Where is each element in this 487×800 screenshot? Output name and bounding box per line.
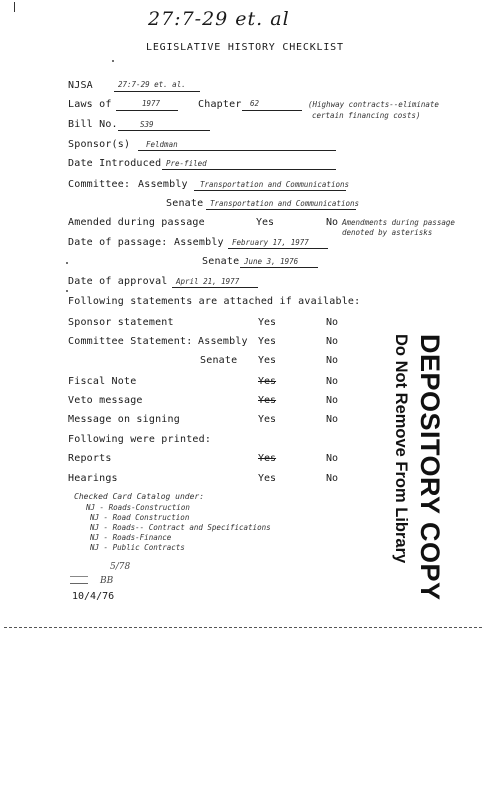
header-handwritten-citation: 27:7-29 et. al bbox=[148, 8, 290, 30]
depository-stamp-sub: Do Not Remove From Library bbox=[392, 334, 410, 564]
sponsor-label: Sponsor(s) bbox=[68, 139, 131, 150]
date-introduced-value: Pre-filed bbox=[166, 159, 207, 168]
statement-label: Fiscal Note bbox=[68, 376, 137, 387]
chapter-label: Chapter bbox=[198, 99, 242, 110]
bill-underline bbox=[118, 130, 210, 131]
laws-label: Laws of bbox=[68, 99, 112, 110]
statement-no: No bbox=[326, 395, 339, 406]
printed-label: Hearings bbox=[68, 473, 118, 484]
statement-yes: Yes bbox=[258, 414, 277, 425]
printed-no: No bbox=[326, 473, 339, 484]
date-introduced-underline bbox=[162, 169, 336, 170]
committee-assembly-label: Assembly bbox=[138, 179, 188, 190]
njsa-label: NJSA bbox=[68, 80, 93, 91]
sponsor-value: Feldman bbox=[146, 140, 178, 149]
approval-underline bbox=[172, 287, 258, 288]
njsa-underline bbox=[114, 91, 200, 92]
mark-dot bbox=[66, 290, 68, 292]
statement-yes: Yes bbox=[258, 355, 277, 366]
amended-note-line2: denoted by asterisks bbox=[342, 228, 433, 237]
printed-no: No bbox=[326, 453, 339, 464]
laws-year-underline bbox=[116, 110, 178, 111]
njsa-value: 27:7-29 et. al. bbox=[118, 80, 186, 89]
mark-dot bbox=[66, 262, 68, 264]
committee-assembly-value: Transportation and Communications bbox=[200, 180, 350, 189]
committee-senate-underline bbox=[206, 209, 356, 210]
bottom-scribble bbox=[70, 576, 88, 584]
statement-yes: Yes bbox=[258, 317, 277, 328]
bottom-note: BB bbox=[100, 576, 114, 586]
margin-mark bbox=[14, 2, 15, 12]
amended-yes: Yes bbox=[256, 217, 275, 228]
statement-yes: Yes bbox=[258, 336, 277, 347]
statement-label: Message on signing bbox=[68, 414, 180, 425]
catalog-item: NJ - Roads-Construction bbox=[86, 503, 190, 512]
bill-value: S39 bbox=[140, 120, 154, 129]
statement-yes: Yes bbox=[258, 395, 277, 406]
laws-year: 1977 bbox=[142, 99, 161, 108]
printed-label: Reports bbox=[68, 453, 112, 464]
chapter-value: 62 bbox=[250, 99, 260, 108]
statement-no: No bbox=[326, 355, 339, 366]
printed-heading: Following were printed: bbox=[68, 434, 212, 445]
amended-label: Amended during passage bbox=[68, 217, 205, 228]
passage-senate-label: Senate bbox=[202, 256, 240, 267]
committee-senate-value: Transportation and Communications bbox=[210, 199, 360, 208]
laws-note-line1: (Highway contracts--eliminate bbox=[308, 100, 439, 109]
committee-label: Committee: bbox=[68, 179, 131, 190]
passage-senate-underline bbox=[240, 267, 318, 268]
statement-no: No bbox=[326, 317, 339, 328]
depository-stamp-main: DEPOSITORY COPY bbox=[415, 334, 445, 601]
statements-heading: Following statements are attached if available: bbox=[68, 296, 361, 307]
page-title: LEGISLATIVE HISTORY CHECKLIST bbox=[146, 42, 344, 53]
mark-dot bbox=[112, 60, 114, 62]
statement-sublabel: Senate bbox=[200, 355, 238, 366]
catalog-heading: Checked Card Catalog under: bbox=[74, 492, 205, 501]
bill-label: Bill No. bbox=[68, 119, 118, 130]
catalog-item: NJ - Road Construction bbox=[90, 513, 190, 522]
date-introduced-label: Date Introduced bbox=[68, 158, 162, 169]
catalog-item: NJ - Public Contracts bbox=[90, 543, 185, 552]
passage-label: Date of passage: bbox=[68, 237, 168, 248]
statement-yes: Yes bbox=[258, 376, 277, 387]
passage-assembly-label: Assembly bbox=[174, 237, 224, 248]
statement-no: No bbox=[326, 414, 339, 425]
sponsor-underline bbox=[138, 150, 336, 151]
statement-no: No bbox=[326, 376, 339, 387]
amended-note-line1: Amendments during passage bbox=[342, 218, 455, 227]
amended-no: No bbox=[326, 217, 339, 228]
statement-label: Committee Statement: bbox=[68, 336, 193, 347]
passage-assembly-underline bbox=[228, 248, 328, 249]
catalog-item: NJ - Roads-- Contract and Specifications bbox=[90, 523, 271, 532]
approval-value: April 21, 1977 bbox=[176, 277, 240, 286]
committee-assembly-underline bbox=[194, 190, 346, 191]
passage-assembly-value: February 17, 1977 bbox=[232, 238, 309, 247]
divider-line bbox=[4, 627, 482, 628]
bottom-date: 10/4/76 bbox=[72, 591, 115, 602]
printed-yes: Yes bbox=[258, 473, 277, 484]
catalog-item: NJ - Roads-Finance bbox=[90, 533, 172, 542]
printed-yes: Yes bbox=[258, 453, 277, 464]
passage-senate-value: June 3, 1976 bbox=[244, 257, 299, 266]
statement-label: Veto message bbox=[68, 395, 143, 406]
bottom-note: 5/78 bbox=[110, 562, 131, 572]
statement-label: Sponsor statement bbox=[68, 317, 174, 328]
statement-sublabel: Assembly bbox=[198, 336, 248, 347]
approval-label: Date of approval bbox=[68, 276, 168, 287]
committee-senate-label: Senate bbox=[166, 198, 204, 209]
laws-note-line2: certain financing costs) bbox=[312, 111, 421, 120]
chapter-underline bbox=[242, 110, 302, 111]
statement-no: No bbox=[326, 336, 339, 347]
